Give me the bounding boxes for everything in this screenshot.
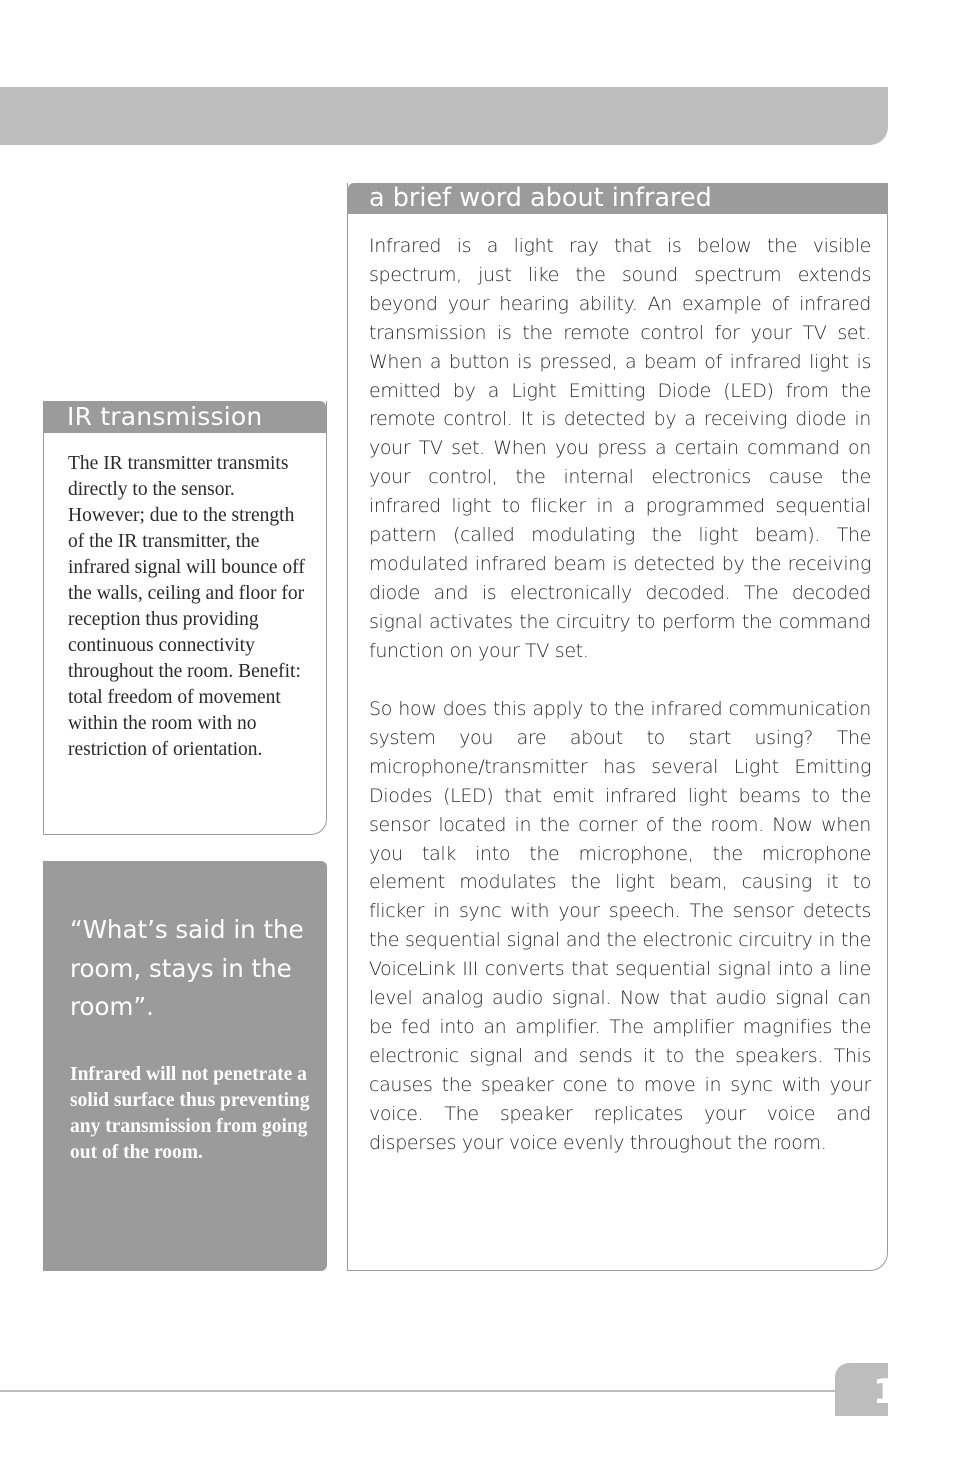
ir-transmission-title: IR transmission <box>67 402 263 431</box>
page-number: 1 <box>873 1372 897 1412</box>
infrared-paragraph-1: Infrared is a light ray that is below the visible spectrum, just like the sound spectrum extends beyond your hearing ability. An example of infrared transmission is the remote control for your TV set. When a button is pressed, a beam of infrared light is emitted by a Light Emitting Diode (LED) from the remote control. It is detected by a receiving diode in your TV set. When you press a certain command on your control, the internal electronics cause the infrared light to flicker in a programmed sequential pattern (called modulating the light beam). The modulated infrared beam is detected by the receiving diode and is electronically decoded. The decoded signal activates the circuitry to perform the command function on your TV set. <box>369 235 871 662</box>
infrared-article-box <box>347 183 888 1271</box>
ir-transmission-box <box>43 401 327 835</box>
ir-transmission-header <box>44 401 326 433</box>
infrared-paragraph-2: So how does this apply to the infrared communication system you are about to start using? The microphone/transmitter has several Light Emitting Diodes (LED) that emit infrared light beams to the sensor located in the corner of the room. Now when you talk into the microphone, the microphone element modulates the light beam, causing it to flicker in sync with your speech. The sensor detects the sequential signal and the electronic circuitry in the VoiceLink III converts that sequential signal into a line level analog audio signal. Now that audio signal can be fed into an amplifier. The amplifier magnifies the electronic signal and sends it to the speakers. This causes the speaker cone to move in sync with your voice. The speaker replicates your voice and disperses your voice evenly throughout the room. <box>369 698 871 1154</box>
quote-text: “What’s said in the room, stays in the room”. <box>70 915 304 1021</box>
page-number-tab <box>835 1363 897 1416</box>
footer-rule <box>0 1390 840 1392</box>
infrared-article-title: a brief word about infrared <box>369 183 712 213</box>
quote-note: Infrared will not penetrate a solid surface thus preventing any transmission from going out of the room. <box>70 1064 310 1163</box>
header-band <box>0 87 888 145</box>
infrared-article-header <box>348 183 887 214</box>
quote-box <box>43 861 327 1271</box>
ir-transmission-text: The IR transmitter transmits directly to the sensor. However; due to the strength of the IR transmitter, the infrared signal will bounce off the walls, ceiling and floor for reception thus providing continuous connectivity throughout the room. Benefit: total freedom of movement within the room with no restriction of orientation. <box>68 453 305 760</box>
